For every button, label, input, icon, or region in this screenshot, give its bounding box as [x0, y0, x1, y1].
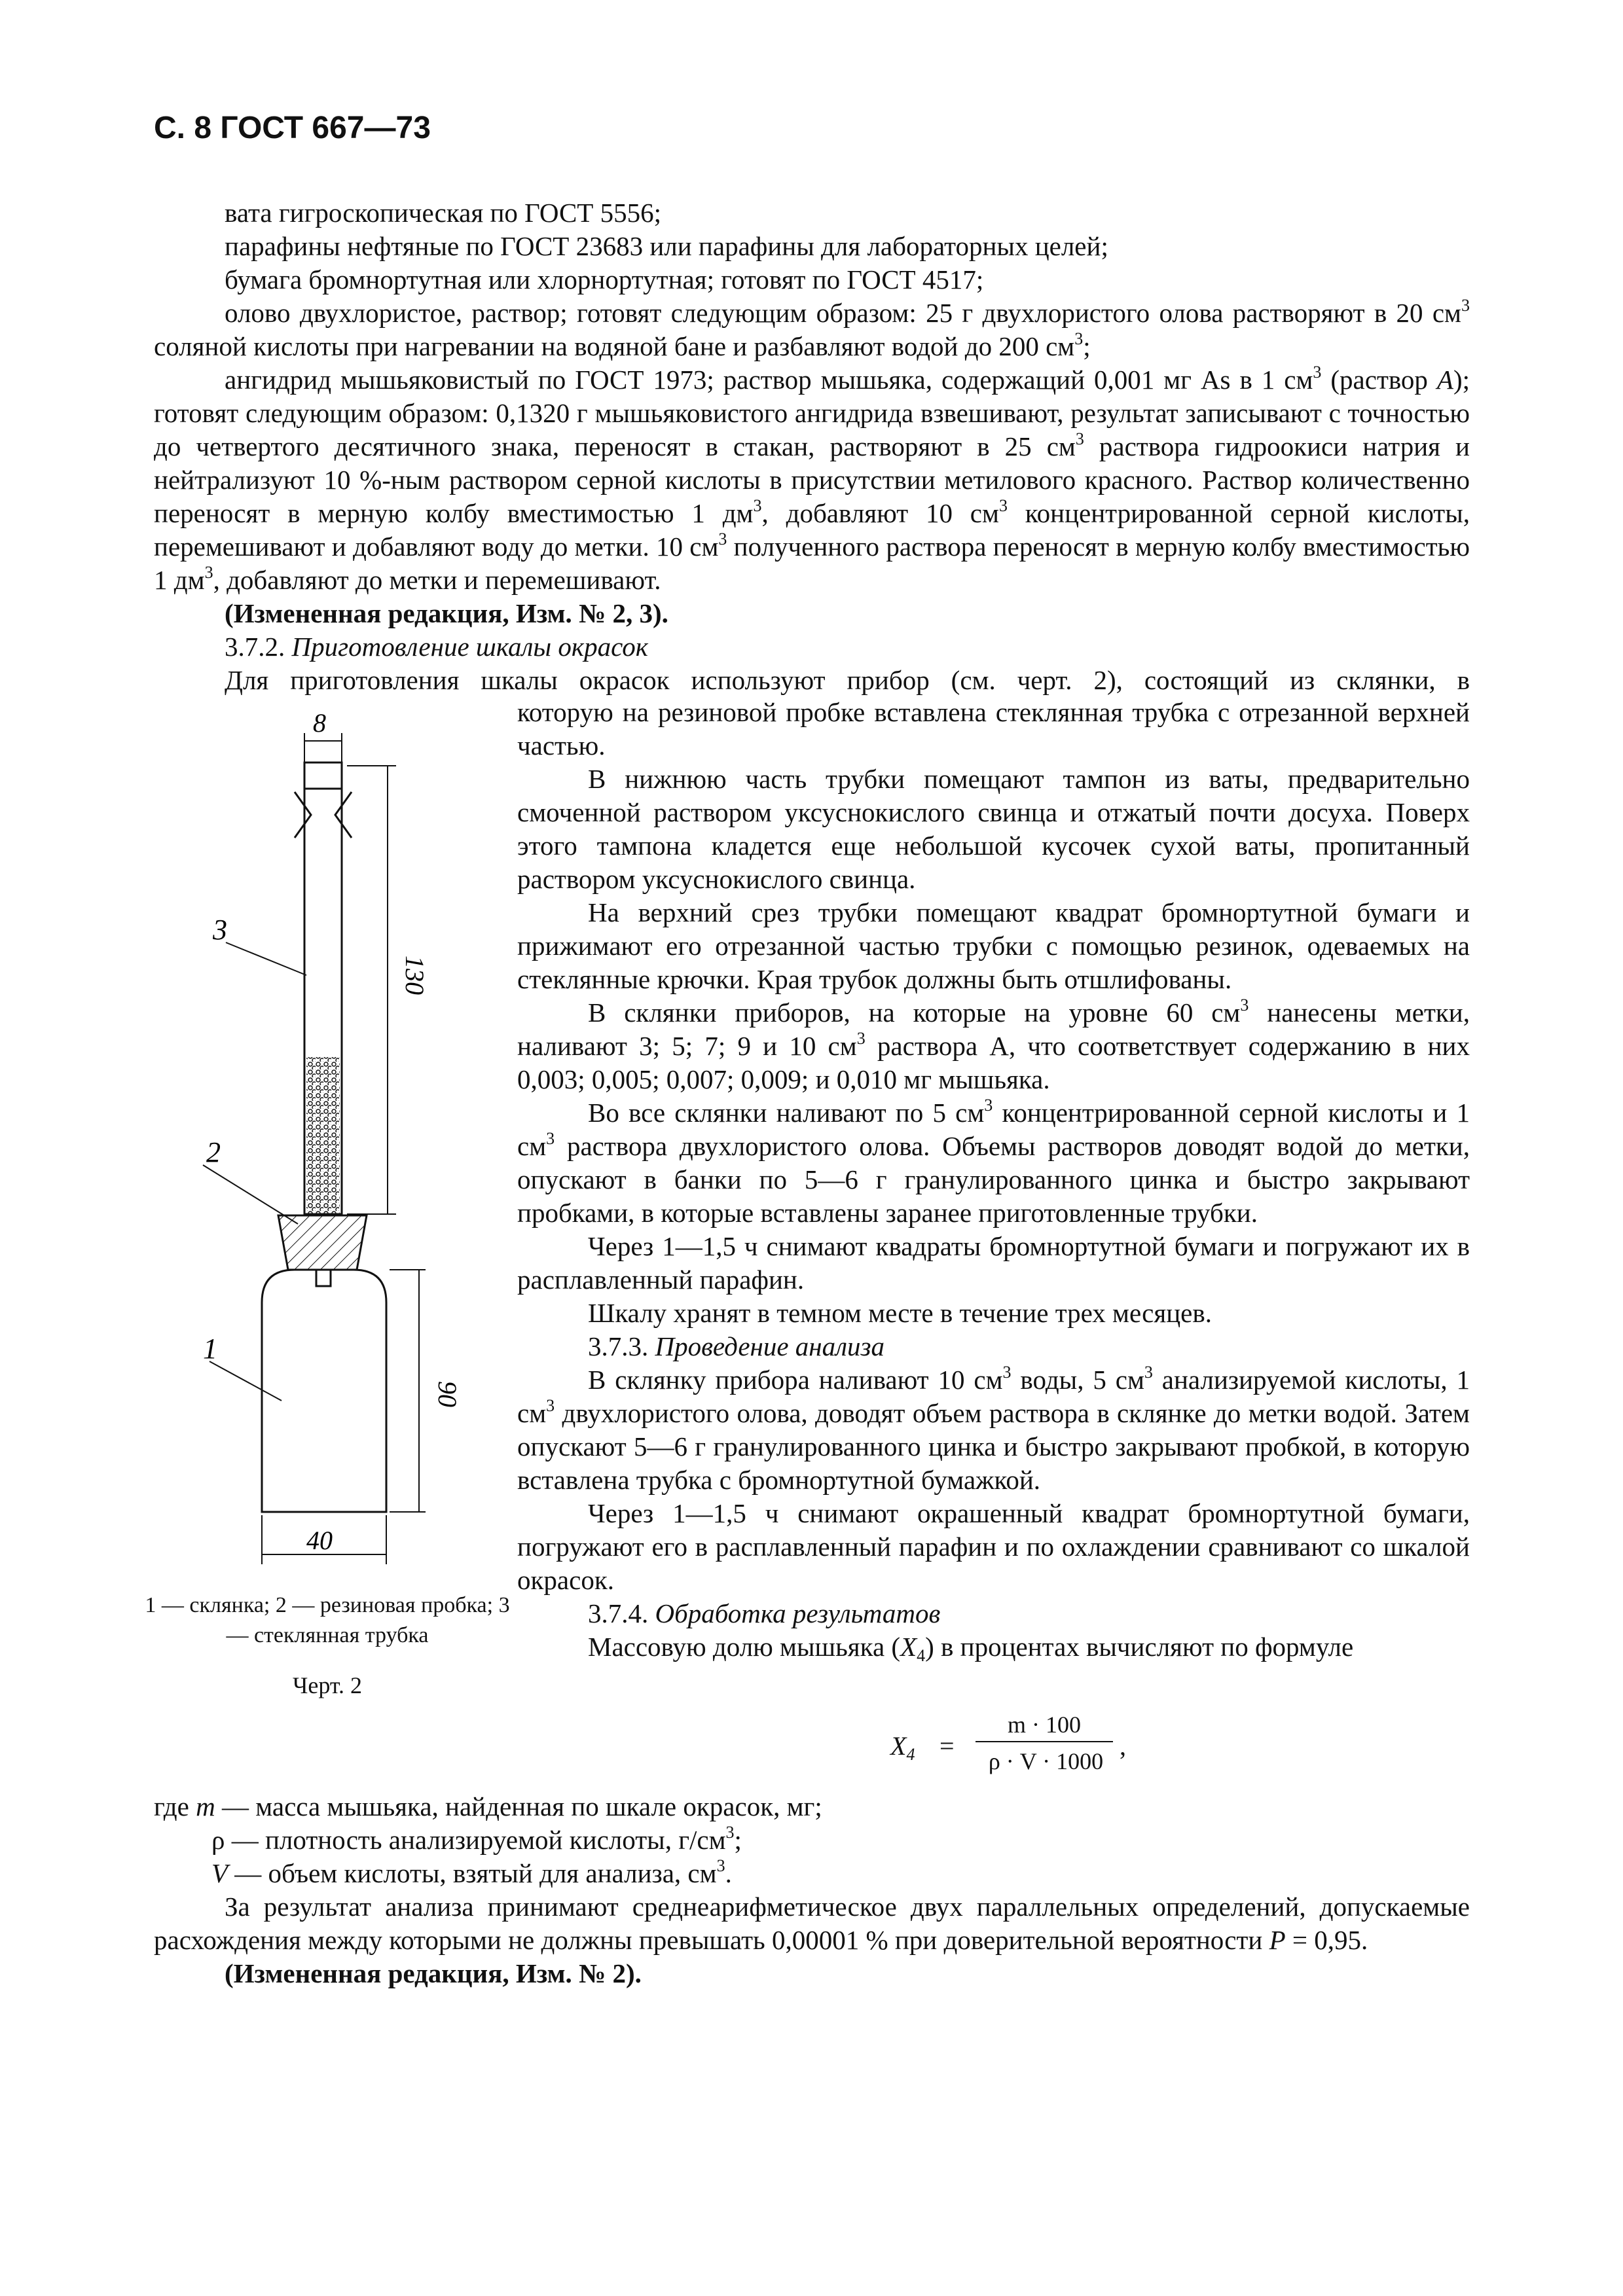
- paragraph-tin-chloride: олово двухлористое, раствор; готовят следующим образом: 25 г двухлористого олова растворяют в 20 $см^3$ соляной кислоты при нагревании на водяной бане и разбавляют водой до 200 $см^3$;: [154, 296, 1470, 361]
- paragraph: На верхний срез трубки помещают квадрат бромнортутной бумаги и прижимают его отрезанной частью трубки с помощью резинок, одеваемых на стеклянные крючки. Края трубок должны быть отшлифованы.: [517, 897, 1470, 994]
- formula-denominator: ρ · V · 1000: [988, 1748, 1104, 1774]
- figure-caption: 1 — склянка; 2 — резиновая пробка; 3 — стеклянная трубка: [145, 1593, 510, 1647]
- label-3: 3: [213, 914, 227, 946]
- paragraph-result: За результат анализа принимают среднеарифметическое двух параллельных определений, допускаемые расхождения между которыми не должны превышать 0,00001 % при доверительной вероятности P = 0,95.: [154, 1892, 1470, 1955]
- dim-label-bottle: 90: [433, 1381, 462, 1407]
- bottle: [262, 1270, 386, 1512]
- paragraph: В склянки приборов, на которые на уровне 60 $см^3$ нанесены метки, наливают 3; 5; 7; 9 и 10 $см^3$ раствора А, что соответствует содержанию в них 0,003; 0,005; 0,007; 0,009; и 0,010 мг мышьяка.: [517, 996, 1470, 1094]
- paragraph-arsenic-solution: ангидрид мышьяковистый по ГОСТ 1973; раствор мышьяка, содержащий 0,001 мг As в 1 $см^3$ (раствор А); готовят следующим образом: 0,1320 г мышьяковистого ангидрида взвешивают, результат записывают с точностью до четвертого десятичного знака, переносят в стакан, растворяют в 25 $см^3$ раствора гидроокиси натрия и нейтрализуют 10 %-ным раствором серной кислоты в присутствии метилового красного. Раствор количественно переносят в мерную колбу вместимостью 1 $дм^3$, добавляют 10 $см^3$ концентрированной серной кислоты, перемешивают и добавляют воду до метки. 10 $см^3$ полученного раствора переносят в мерную колбу вместимостью 1 $дм^3$, добавляют до метки и перемешивают.: [154, 363, 1470, 595]
- paragraph: Шкалу хранят в темном месте в течение трех месяцев.: [588, 1298, 1212, 1328]
- paragraph: Через 1—1,5 ч снимают окрашенный квадрат бромнортутной бумаги, погружают его в расплавленный парафин и по охлаждении сравнивают со шкалой окрасок.: [517, 1498, 1470, 1595]
- paragraph: В нижнюю часть трубки помещают тампон из ваты, предварительно смоченной раствором уксуснокислого свинца и отжатый почти досуха. Поверх этого тампона кладется еще небольшой кусочек сухой ваты, пропитанный раствором уксуснокислого свинца.: [517, 764, 1470, 894]
- formula-x4: [890, 1708, 1126, 1787]
- paragraph: Во все склянки наливают по 5 $см^3$ концентрированной серной кислоты и 1 $см^3$ раствора двухлористого олова. Объемы растворов доводят водой до метки, опускают в банки по 5—6 г гранулированного цинка и быстро закрывают пробками, в которые вставлены заранее приготовленные трубки.: [517, 1096, 1470, 1228]
- amendment-note: (Измененная редакция, Изм. № 2, 3).: [225, 598, 668, 628]
- formula-numerator: m · 100: [1008, 1712, 1081, 1738]
- definition-v: V — объем кислоты, взятый для анализа, $см^3$.: [211, 1856, 732, 1888]
- section-heading-3-7-2: 3.7.2. Приготовление шкалы окрасок: [225, 632, 648, 662]
- label-2: 2: [206, 1136, 221, 1168]
- paragraph: В склянку прибора наливают 10 $см^3$ воды, 5 $см^3$ анализируемой кислоты, 1 $см^3$ двухлористого олова, доводят объем раствора в склянке до метки водой. Затем опускают 5—6 г гранулированного цинка и быстро закрывают пробкой, в которую вставлена трубка с бромнортутной бумажкой.: [517, 1363, 1470, 1495]
- dim-label-top: 8: [313, 708, 326, 738]
- apparatus-svg: [151, 700, 504, 1590]
- formula-lhs: $X_4$: [890, 1731, 915, 1764]
- amendment-note: (Измененная редакция, Изм. № 2).: [225, 1958, 642, 1988]
- figure-number: Черт. 2: [293, 1672, 362, 1698]
- paragraph: Через 1—1,5 ч снимают квадраты бромнортутной бумаги и погружают их в расплавленный парафин.: [517, 1231, 1470, 1295]
- list-item: бумага бромнортутная или хлорнортутная; готовят по ГОСТ 4517;: [225, 264, 984, 295]
- label-1: 1: [203, 1333, 217, 1365]
- formula-equals: =: [939, 1731, 955, 1761]
- definition-m: где m — масса мышьяка, найденная по шкале окрасок, мг;: [154, 1791, 822, 1821]
- formula-comma: ,: [1120, 1731, 1126, 1761]
- definition-rho: ρ — плотность анализируемой кислоты, $г/см^3$;: [211, 1823, 742, 1855]
- page-header: С. 8 ГОСТ 667—73: [154, 111, 431, 145]
- paragraph-scale-intro: Для приготовления шкалы окрасок используют прибор (см. черт. 2), состоящий из склянки, в: [225, 665, 1470, 695]
- bottom-text-block: [154, 1790, 1470, 1990]
- paragraph: Массовую долю мышьяка $(X_4)$ в процентах вычисляют по формуле: [588, 1632, 1354, 1665]
- paragraph: которую на резиновой пробке вставлена стеклянная трубка с отрезанной верхней частью.: [517, 697, 1470, 761]
- cotton-swab: [306, 1057, 340, 1214]
- dim-label-tube: 130: [400, 956, 429, 995]
- dim-label-width: 40: [306, 1526, 333, 1555]
- section-heading-3-7-4: 3.7.4. Обработка результатов: [588, 1598, 941, 1628]
- section-heading-3-7-3: 3.7.3. Проведение анализа: [588, 1331, 885, 1361]
- fraction-bar: [976, 1741, 1113, 1742]
- rubber-stopper: [278, 1215, 367, 1270]
- list-item: вата гигроскопическая по ГОСТ 5556;: [225, 198, 661, 228]
- top-text-block: [154, 196, 1470, 697]
- right-text-column: [517, 696, 1470, 1664]
- list-item: парафины нефтяные по ГОСТ 23683 или парафины для лабораторных целей;: [225, 231, 1108, 261]
- apparatus-drawing: [151, 700, 504, 1656]
